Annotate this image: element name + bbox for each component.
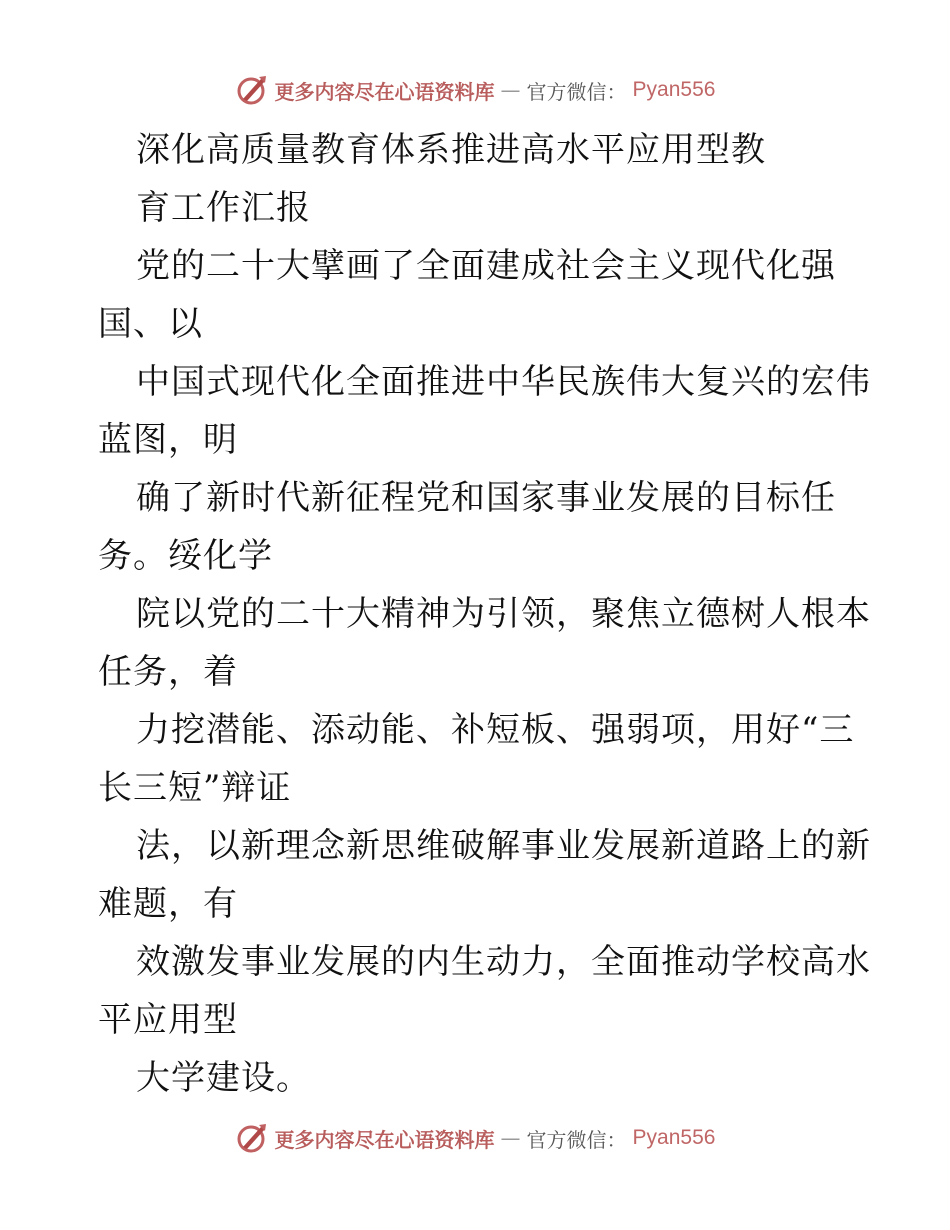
paragraph-line: 任务，着 [98,652,238,692]
header-wechat-label: 官方微信： [526,79,627,104]
paragraph-line: 国、以 [98,304,203,344]
paragraph-line: 务。绥化学 [98,536,273,576]
document-title-line-1: 深化高质量教育体系推进高水平应用型教 [136,130,766,170]
document-title-line-2: 育工作汇报 [136,188,311,228]
paragraph-line: 院以党的二十大精神为引领，聚焦立德树人根本 [136,594,871,634]
paragraph-line: 大学建设。 [136,1058,311,1098]
paragraph-line: 长三短”辩证 [98,768,292,808]
quill-pen-logo-icon [235,1121,269,1155]
paragraph-line: 中国式现代化全面推进中华民族伟大复兴的宏伟 [136,362,871,402]
paragraph-line: 平应用型 [98,1000,238,1040]
paragraph-line: 力挖潜能、添动能、补短板、强弱项，用好“三 [136,710,855,750]
footer-brand-text: 更多内容尽在心语资料库 [274,1127,495,1152]
paragraph-line: 法，以新理念新思维破解事业发展新道路上的新 [136,826,871,866]
header-brand-text: 更多内容尽在心语资料库 [274,79,495,104]
paragraph-line: 确了新时代新征程党和国家事业发展的目标任 [136,478,836,518]
header-wechat-id: Pyan556 [632,78,716,101]
quill-pen-logo-icon [235,73,269,107]
paragraph-line: 蓝图，明 [98,420,238,460]
paragraph-line: 效激发事业发展的内生动力，全面推动学校高水 [136,942,871,982]
footer-watermark-banner [0,1118,950,1158]
header-dash: — [500,78,521,102]
footer-wechat-id: Pyan556 [632,1126,716,1149]
paragraph-line: 难题，有 [98,884,238,924]
footer-wechat-label: 官方微信： [526,1127,627,1152]
header-watermark-banner [0,70,950,110]
footer-dash: — [500,1126,521,1150]
paragraph-line: 党的二十大擘画了全面建成社会主义现代化强 [136,246,836,286]
